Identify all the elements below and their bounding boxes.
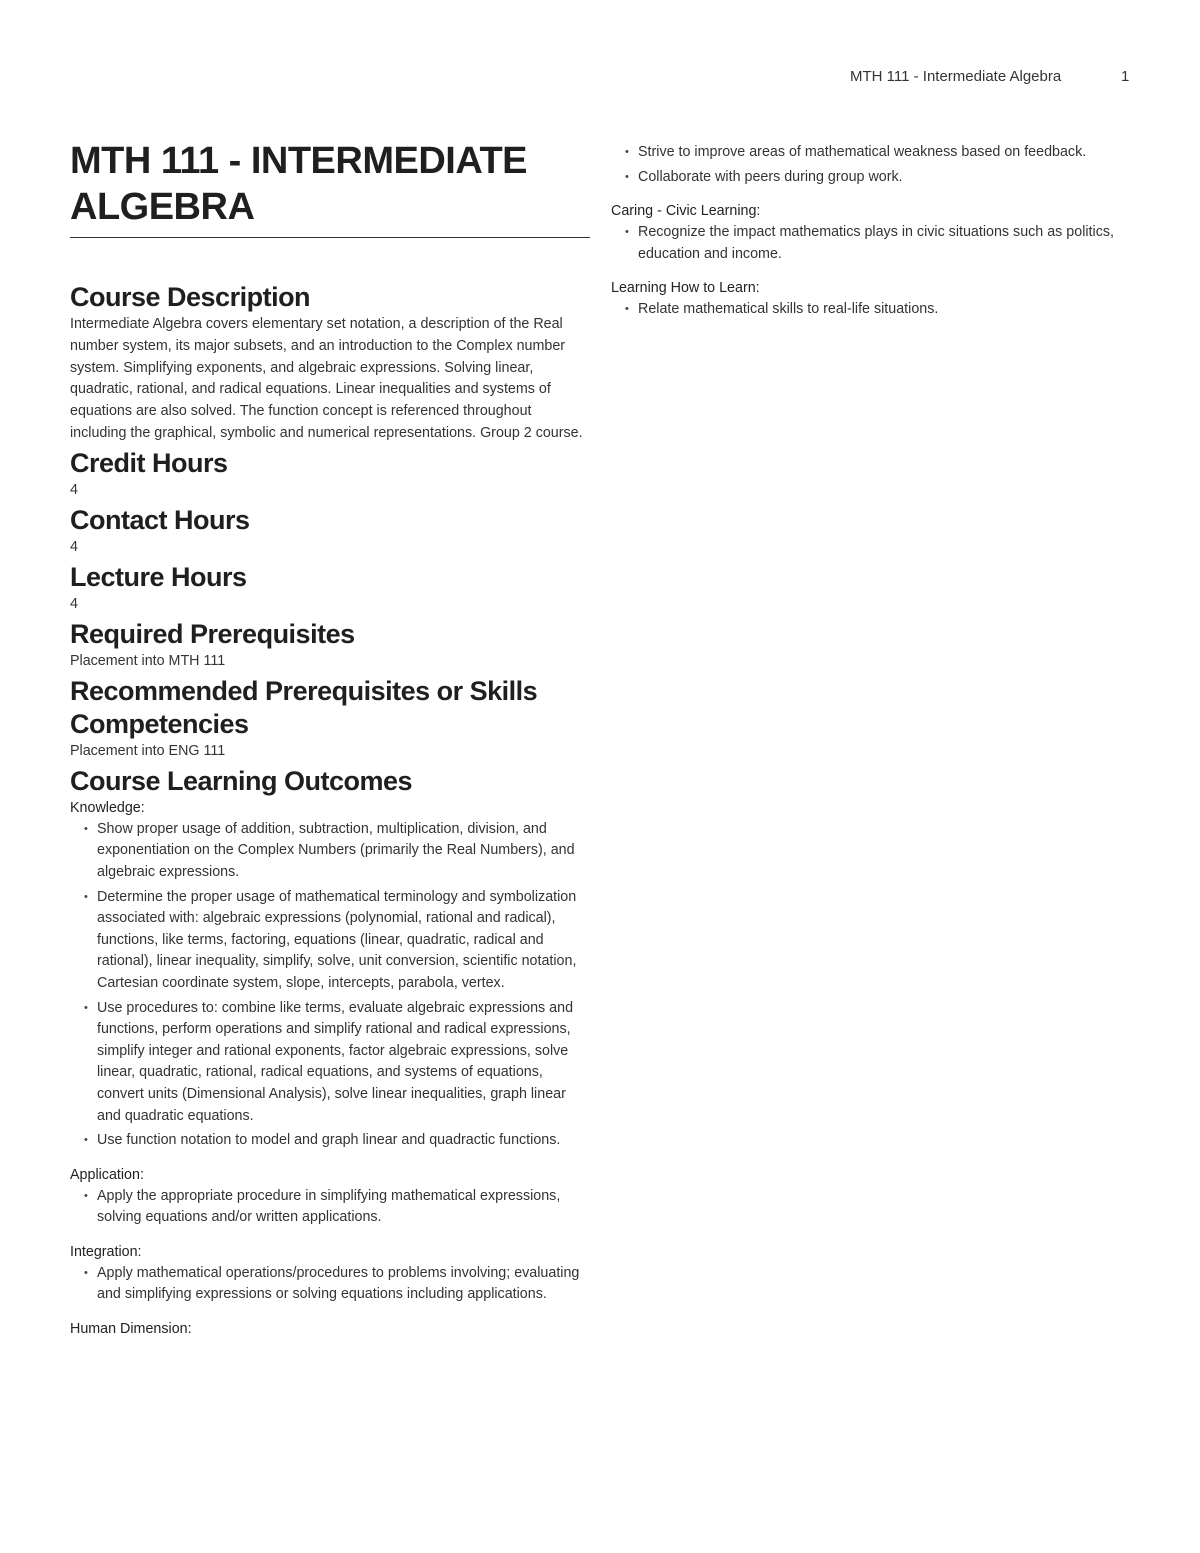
caring-label: Caring - Civic Learning: <box>611 203 761 220</box>
credit-hours-value: 4 <box>70 481 78 498</box>
list-item: • Show proper usage of addition, subtraction, multiplication, division, and exponentiation on the Complex Numbers (primarily the Real Numbers), and algebraic expressions. <box>70 819 590 884</box>
document-title: MTH 111 - INTERMEDIATE ALGEBRA <box>70 138 590 238</box>
right-column <box>611 142 1131 324</box>
recommended-prerequisites-heading: Recommended Prerequisites or Skills Competencies <box>70 675 538 739</box>
list-item: • Recognize the impact mathematics plays in civic situations such as politics, education and income. <box>611 222 1131 265</box>
application-list <box>70 1186 590 1229</box>
left-column <box>70 138 590 1340</box>
knowledge-list <box>70 819 590 1152</box>
integration-label: Integration: <box>70 1243 142 1260</box>
running-header-title: MTH 111 - Intermediate Algebra <box>850 68 1062 85</box>
list-item: • Use function notation to model and graph linear and quadractic functions. <box>70 1130 590 1152</box>
course-description-text: Intermediate Algebra covers elementary set notation, a description of the Real number system, its major subsets, and an introduction to the Complex number system. Simplifying exponents, and algebraic expressions. Solving linear, quadratic, rational, and radical equations. Linear inequalities and systems of equations are also solved. The function concept is referenced throughout including the graphical, symbolic and numerical representations. Group 2 course. <box>70 316 583 441</box>
lecture-hours-heading: Lecture Hours <box>70 561 247 592</box>
knowledge-label: Knowledge: <box>70 799 145 816</box>
course-description-heading: Course Description <box>70 282 311 312</box>
learning-how-to-learn-list <box>611 299 1131 321</box>
required-prerequisites-heading: Required Prerequisites <box>70 618 355 649</box>
human-dimension-label: Human Dimension: <box>70 1321 192 1338</box>
list-item: • Strive to improve areas of mathematical weakness based on feedback. <box>611 142 1131 164</box>
lecture-hours-value: 4 <box>70 595 78 612</box>
outcomes-heading: Course Learning Outcomes <box>70 765 413 796</box>
list-item: • Collaborate with peers during group work. <box>611 167 1131 189</box>
list-item: • Relate mathematical skills to real-life situations. <box>611 299 1131 321</box>
learning-how-to-learn-label: Learning How to Learn: <box>611 280 760 297</box>
human-dimension-list <box>611 142 1131 188</box>
caring-list <box>611 222 1131 265</box>
contact-hours-heading: Contact Hours <box>70 504 250 535</box>
contact-hours-value: 4 <box>70 538 78 555</box>
list-item: • Apply the appropriate procedure in simplifying mathematical expressions, solving equations and/or written applications. <box>70 1186 590 1229</box>
recommended-prerequisites-value: Placement into ENG 111 <box>70 742 226 759</box>
credit-hours-heading: Credit Hours <box>70 447 228 478</box>
list-item: • Use procedures to: combine like terms, evaluate algebraic expressions and functions, perform operations and simplify rational and radical expressions, simplify integer and rational exponents, factor algebraic expressions, solve linear, quadratic, rational, radical equations, and systems of equations, convert units (Dimensional Analysis), solve linear inequalities, graph linear and quadratic equations. <box>70 998 590 1128</box>
list-item: • Determine the proper usage of mathematical terminology and symbolization associated with: algebraic expressions (polynomial, rational and radical), functions, like terms, factoring, equations (linear, quadratic, radical and rational), linear inequality, simplify, solve, unit conversion, scientific notation, Cartesian coordinate system, slope, intercepts, parabola, vertex. <box>70 887 590 995</box>
application-label: Application: <box>70 1166 144 1183</box>
integration-list <box>70 1263 590 1306</box>
required-prerequisites-value: Placement into MTH 111 <box>70 652 226 669</box>
page-number: 1 <box>1121 68 1130 85</box>
list-item: • Apply mathematical operations/procedures to problems involving; evaluating and simplifying expressions or solving equations including applications. <box>70 1263 590 1306</box>
